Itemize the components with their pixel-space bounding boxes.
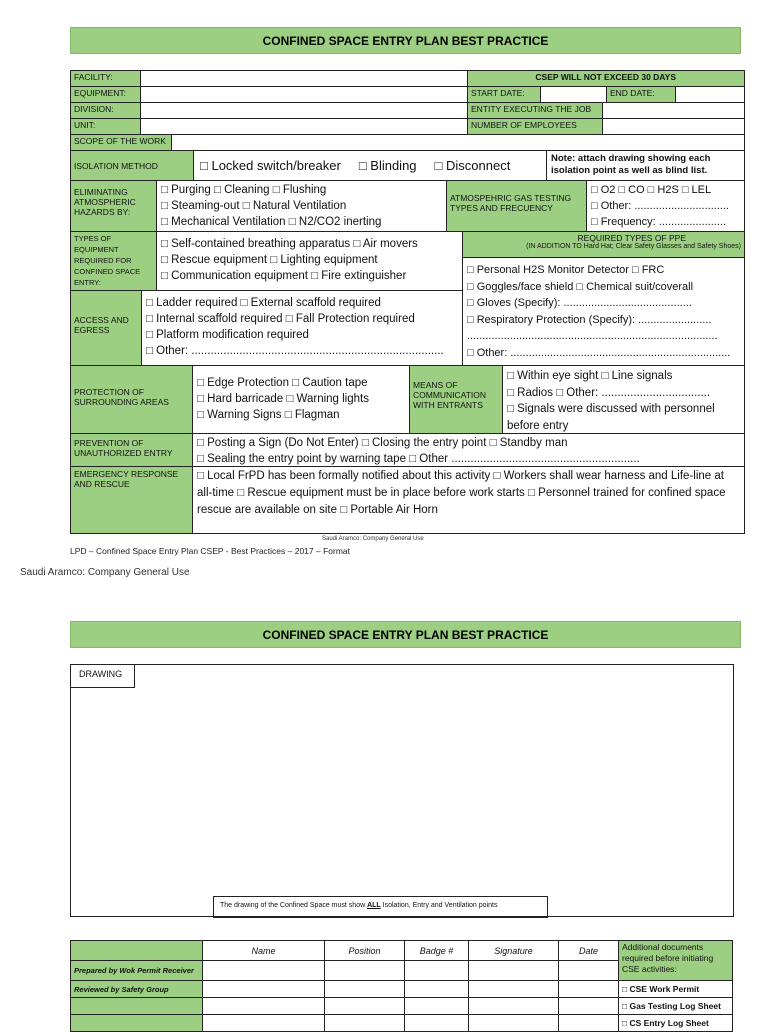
division-label: DIVISION: bbox=[70, 102, 141, 119]
name-cell[interactable] bbox=[203, 998, 325, 1015]
equipment-line-1[interactable]: □ Self-contained breathing apparatus □ Air movers bbox=[161, 238, 418, 250]
position-cell[interactable] bbox=[325, 1015, 405, 1032]
column-header: Date bbox=[559, 941, 619, 961]
table-row bbox=[71, 941, 733, 961]
signature-cell[interactable] bbox=[469, 961, 559, 981]
page-title-banner: CONFINED SPACE ENTRY PLAN BEST PRACTICE bbox=[70, 27, 741, 54]
eliminating-line-1[interactable]: □ Purging □ Cleaning □ Flushing bbox=[161, 184, 327, 196]
doc-cse-work-permit[interactable]: □ CSE Work Permit bbox=[619, 981, 733, 998]
entity-field[interactable] bbox=[602, 102, 745, 119]
facility-label: FACILITY: bbox=[70, 70, 141, 87]
badge-cell[interactable] bbox=[405, 998, 469, 1015]
ppe-header bbox=[462, 231, 745, 258]
signoff-table bbox=[70, 940, 733, 1032]
division-field[interactable] bbox=[140, 102, 468, 119]
gas-frequency-line[interactable]: □ Frequency: ...................... bbox=[591, 216, 727, 228]
protection-options bbox=[192, 365, 410, 434]
third-row-label bbox=[71, 998, 203, 1015]
fourth-row-label bbox=[71, 1015, 203, 1032]
disconnect-checkbox[interactable]: □ Disconnect bbox=[434, 158, 511, 173]
protection-label: PROTECTION OF SURROUNDING AREAS bbox=[70, 365, 193, 434]
reviewed-by-label: Reviewed by Safety Group bbox=[71, 981, 203, 998]
signature-cell[interactable] bbox=[469, 1015, 559, 1032]
start-date-label: START DATE: bbox=[467, 86, 541, 103]
header-blank-cell bbox=[71, 941, 203, 961]
prevention-line-1[interactable]: □ Posting a Sign (Do Not Enter) □ Closing the entry point □ Standby man bbox=[197, 437, 568, 449]
badge-cell[interactable] bbox=[405, 961, 469, 981]
date-cell[interactable] bbox=[559, 1015, 619, 1032]
additional-docs-title: Additional documents required before initiating CSE activities: bbox=[619, 941, 733, 981]
drawing-area[interactable] bbox=[70, 664, 734, 917]
doc-reference: LPD – Confined Space Entry Plan CSEP - Best Practices – 2017 – Format bbox=[70, 546, 351, 556]
locked-switch-checkbox[interactable]: □ Locked switch/breaker bbox=[200, 158, 341, 173]
name-cell[interactable] bbox=[203, 981, 325, 998]
signature-cell[interactable] bbox=[469, 998, 559, 1015]
access-line-1[interactable]: □ Ladder required □ External scaffold required bbox=[146, 297, 381, 309]
prepared-by-label: Prepared by Wok Permit Receiver bbox=[71, 961, 203, 981]
eliminating-line-2[interactable]: □ Steaming-out □ Natural Ventilation bbox=[161, 200, 347, 212]
access-options bbox=[141, 290, 463, 366]
ppe-line-6[interactable]: □ Other: ........................................................................ bbox=[467, 346, 731, 359]
name-cell[interactable] bbox=[203, 961, 325, 981]
access-line-3[interactable]: □ Platform modification required bbox=[146, 329, 309, 341]
blinding-checkbox[interactable]: □ Blinding bbox=[358, 158, 417, 173]
facility-field[interactable] bbox=[140, 70, 468, 87]
date-cell[interactable] bbox=[559, 981, 619, 998]
access-line-4[interactable]: □ Other: ............................................................................... bbox=[146, 345, 444, 357]
emergency-label: EMERGENCY RESPONSE AND RESCUE bbox=[70, 466, 193, 534]
protection-line-3[interactable]: □ Warning Signs □ Flagman bbox=[197, 409, 340, 421]
signature-cell[interactable] bbox=[469, 981, 559, 998]
equipment-line-2[interactable]: □ Rescue equipment □ Lighting equipment bbox=[161, 254, 378, 266]
end-date-label: END DATE: bbox=[606, 86, 676, 103]
date-cell[interactable] bbox=[559, 961, 619, 981]
ppe-line-3[interactable]: □ Gloves (Specify): .......................................... bbox=[467, 297, 692, 309]
gas-testing-options bbox=[586, 180, 745, 232]
isolation-note: Note: attach drawing showing each isolation point as well as blind list. bbox=[546, 150, 745, 181]
protection-line-1[interactable]: □ Edge Protection □ Caution tape bbox=[197, 377, 368, 389]
position-cell[interactable] bbox=[325, 981, 405, 998]
equipment-field[interactable] bbox=[140, 86, 468, 103]
emergency-options[interactable]: □ Local FrPD has been formally notified about this activity □ Workers shall wear harness and Life-line at all-time □ Rescue equipment must be in place before work starts □ Personnel trained for confined space rescue are available on site □ Portable Air Horn bbox=[192, 466, 745, 534]
equipment-label: EQUIPMENT: bbox=[70, 86, 141, 103]
column-header: Name bbox=[203, 941, 325, 961]
employees-field[interactable] bbox=[602, 118, 745, 135]
classification: Saudi Aramco: Company General Use bbox=[20, 567, 190, 578]
ppe-subtitle: (IN ADDITION TO Hard Hat; Clear Safety Glasses and Safety Shoes) bbox=[526, 243, 741, 250]
table-row bbox=[71, 998, 733, 1015]
scope-label: SCOPE OF THE WORK bbox=[70, 134, 172, 151]
end-date-field[interactable] bbox=[675, 86, 745, 103]
ppe-line-5: .................................................................................. bbox=[467, 330, 718, 342]
eliminating-options bbox=[156, 180, 447, 232]
ppe-options bbox=[462, 257, 745, 366]
page-title-banner-2: CONFINED SPACE ENTRY PLAN BEST PRACTICE bbox=[70, 621, 741, 648]
prevention-options bbox=[192, 433, 745, 467]
access-line-2[interactable]: □ Internal scaffold required □ Fall Protection required bbox=[146, 313, 415, 325]
position-cell[interactable] bbox=[325, 961, 405, 981]
ppe-line-4[interactable]: □ Respiratory Protection (Specify): ........................ bbox=[467, 313, 712, 326]
communication-line-2[interactable]: □ Radios □ Other: .................................. bbox=[507, 386, 711, 399]
position-cell[interactable] bbox=[325, 998, 405, 1015]
prevention-label: PREVENTION OF UNAUTHORIZED ENTRY bbox=[70, 433, 193, 467]
badge-cell[interactable] bbox=[405, 1015, 469, 1032]
doc-cs-entry-log[interactable]: □ CS Entry Log Sheet bbox=[619, 1015, 733, 1032]
badge-cell[interactable] bbox=[405, 981, 469, 998]
equipment-types-options bbox=[156, 231, 463, 291]
column-header: Position bbox=[325, 941, 405, 961]
protection-line-2[interactable]: □ Hard barricade □ Warning lights bbox=[197, 393, 369, 405]
gas-type-line[interactable]: □ O2 □ CO □ H2S □ LEL bbox=[591, 184, 712, 196]
unit-field[interactable] bbox=[140, 118, 468, 135]
isolation-options bbox=[193, 150, 547, 181]
communication-options bbox=[502, 365, 745, 434]
gas-other-line[interactable]: □ Other: ............................... bbox=[591, 200, 730, 212]
isolation-label: ISOLATION METHOD bbox=[70, 150, 194, 181]
equipment-line-3[interactable]: □ Communication equipment □ Fire extinguisher bbox=[161, 270, 407, 282]
ppe-line-2[interactable]: □ Goggles/face shield □ Chemical suit/coverall bbox=[467, 280, 694, 293]
drawing-label: DRAWING bbox=[70, 664, 135, 688]
communication-line-1[interactable]: □ Within eye sight □ Line signals bbox=[507, 370, 673, 382]
eliminating-line-3[interactable]: □ Mechanical Ventilation □ N2/CO2 inerting bbox=[161, 216, 382, 228]
ppe-title: REQUIRED TYPES OF PPE bbox=[577, 233, 686, 243]
access-label: ACCESS AND EGRESS bbox=[70, 290, 142, 366]
employees-label: NUMBER OF EMPLOYEES bbox=[467, 118, 603, 135]
name-cell[interactable] bbox=[203, 1015, 325, 1032]
entity-label: ENTITY EXECUTING THE JOB bbox=[467, 102, 603, 119]
classification-small: Saudi Aramco: Company General Use bbox=[322, 536, 424, 542]
equipment-types-label: TYPES OF EQUIPMENT REQUIRED FOR CONFINED SPACE ENTRY: bbox=[70, 231, 157, 291]
unit-label: UNIT: bbox=[70, 118, 141, 135]
prevention-line-2[interactable]: □ Sealing the entry point by warning tape □ Other ........................................................... bbox=[197, 453, 640, 465]
column-header: Signature bbox=[469, 941, 559, 961]
date-cell[interactable] bbox=[559, 998, 619, 1015]
communication-label: MEANS OF COMMUNICATION WITH ENTRANTS bbox=[409, 365, 503, 434]
eliminating-label: ELIMINATING ATMOSPHERIC HAZARDS BY: bbox=[70, 180, 157, 232]
communication-line-3[interactable]: □ Signals were discussed with personnel before entry bbox=[507, 403, 715, 432]
drawing-caption: The drawing of the Confined Space must show ALL Isolation, Entry and Ventilation points bbox=[213, 896, 548, 918]
start-date-field[interactable] bbox=[540, 86, 607, 103]
doc-gas-testing-log[interactable]: □ Gas Testing Log Sheet bbox=[619, 998, 733, 1015]
gas-testing-label: ATMOSPEHRIC GAS TESTING TYPES AND FRECUENCY bbox=[446, 180, 587, 232]
table-row bbox=[71, 981, 733, 998]
ppe-line-1[interactable]: □ Personal H2S Monitor Detector □ FRC bbox=[467, 264, 665, 276]
table-row bbox=[71, 1015, 733, 1032]
column-header: Badge # bbox=[405, 941, 469, 961]
scope-field[interactable] bbox=[171, 134, 745, 151]
csep-limit-label: CSEP WILL NOT EXCEED 30 DAYS bbox=[467, 70, 745, 87]
